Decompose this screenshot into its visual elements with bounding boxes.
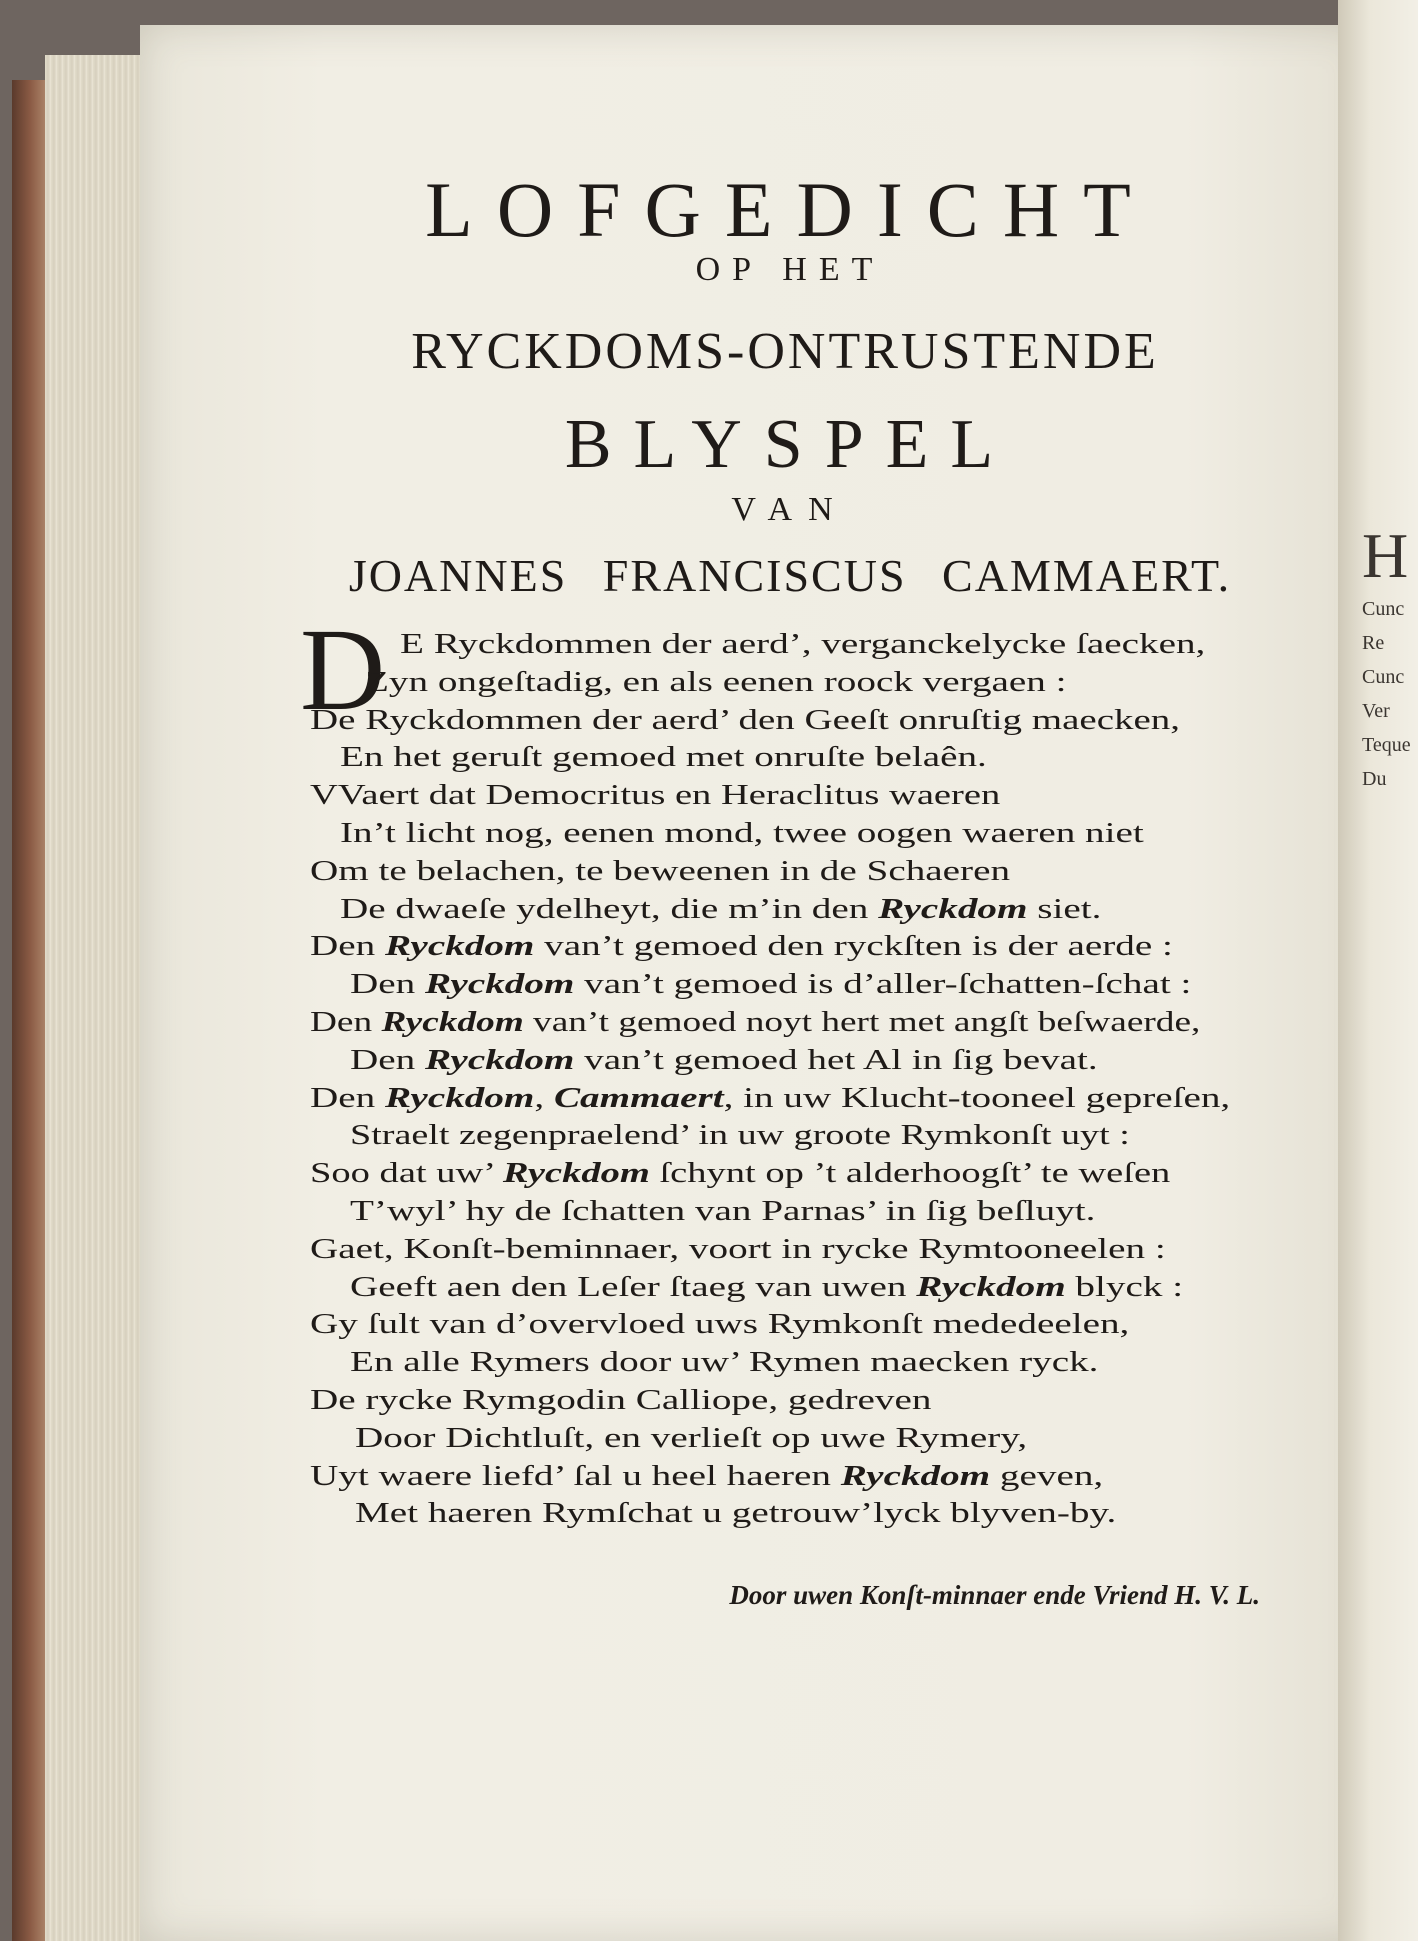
poem-text: En het geruſt gemoed met onruſte belaên. (340, 741, 987, 774)
right-page-text-fragment (1362, 520, 1418, 796)
poem-text: Zyn ongeſtadig, en als eenen roock vergaen : (365, 665, 1067, 698)
poem-text: Gaet, Konſt-beminnaer, voort in rycke Rymtooneelen : (310, 1232, 1166, 1265)
poem-line (350, 1269, 1183, 1306)
poem-text: ſchynt op ’t alderhoogſt’ te weſen (649, 1157, 1171, 1190)
poem-line (310, 1155, 1170, 1192)
poem-line (350, 1193, 1095, 1230)
poem-line (400, 626, 1205, 663)
poem-line (310, 928, 1173, 965)
poem-text: geven, (990, 1459, 1104, 1492)
poem-text: De Ryckdommen der aerd’ den Geeſt onruſtig maecken, (310, 703, 1181, 736)
poem-text: Den (310, 930, 386, 963)
poem-line (310, 1231, 1166, 1268)
poem-text: Soo dat uw’ (310, 1157, 503, 1190)
poem-text: siet. (1027, 892, 1102, 925)
poem-line (340, 739, 987, 776)
poem-text: VVaert dat Democritus en Heraclitus waeren (310, 779, 1001, 812)
poem-italic-word: Cammaert (553, 1081, 724, 1114)
poem-italic-word: Ryckdom (425, 968, 575, 1001)
poem-italic-word: Ryckdom (385, 930, 535, 963)
poem-text: Geeft aen den Leſer ſtaeg van uwen (350, 1270, 917, 1303)
poem-italic-word: Ryckdom (840, 1459, 991, 1492)
right-fragment-line: Teque (1362, 734, 1411, 756)
poem-text: Uyt waere liefd’ ſal u heel haeren (310, 1459, 841, 1492)
poem-line (310, 1382, 931, 1419)
poem-text: Den (350, 1043, 426, 1076)
subtitle-blyspel: BLYSPEL (564, 406, 1016, 483)
subtitle-van: VAN (731, 491, 849, 528)
poem-text: Om te belachen, te beweenen in de Schaeren (310, 854, 1011, 887)
poem-italic-word: Ryckdom (385, 1081, 535, 1114)
poem-text: , (534, 1081, 554, 1114)
poem-text: Den (350, 968, 426, 1001)
poem-dropcap: D (300, 604, 386, 735)
poem-title: LOFGEDICHT (425, 166, 1155, 253)
poem-text: blyck : (1065, 1270, 1184, 1303)
subtitle-op-het: OP HET (695, 251, 885, 288)
poem-line (365, 664, 1067, 701)
poem-text: van’t gemoed is d’aller-ſchatten-ſchat : (574, 968, 1192, 1001)
poem-line (310, 1306, 1129, 1343)
poem-line (310, 1080, 1230, 1117)
poem-text: En alle Rymers door uw’ Rymen maecken ryck. (350, 1346, 1099, 1379)
poem-line (350, 966, 1191, 1003)
poem-text: Gy ſult van d’overvloed uws Rymkonſt mededeelen, (310, 1308, 1130, 1341)
poem-line (310, 777, 1000, 814)
poem-text: van’t gemoed den ryckſten is der aerde : (534, 930, 1173, 963)
poem-text: van’t gemoed het Al in ſig bevat. (574, 1043, 1098, 1076)
poem-line (310, 853, 1010, 890)
right-fragment-line: Ver (1362, 700, 1390, 722)
poem-text: , in uw Klucht-tooneel gepreſen, (723, 1081, 1231, 1114)
poem-text: De dwaeſe ydelheyt, die m’in den (340, 892, 879, 925)
poem-line (355, 1495, 1116, 1532)
poem-text: Straelt zegenpraelend’ in uw groote Rymkonſt uyt : (350, 1119, 1130, 1152)
poem-text: Den (310, 1081, 386, 1114)
right-fragment-line: Cunc (1362, 598, 1405, 620)
poem-line (340, 891, 1101, 928)
author-name: JOANNES FRANCISCUS CAMMAERT. (348, 550, 1232, 601)
poem-line (350, 1042, 1098, 1079)
poem-italic-word: Ryckdom (878, 892, 1028, 925)
right-fragment-line: Re (1362, 632, 1385, 654)
poem-italic-word: Ryckdom (381, 1006, 524, 1038)
poem-line (350, 1117, 1130, 1154)
poem-line (340, 815, 1144, 852)
poem-text: De rycke Rymgodin Calliope, gedreven (310, 1384, 932, 1416)
poem-italic-word: Ryckdom (425, 1043, 575, 1076)
right-page (1338, 0, 1418, 1941)
poem-text: E Ryckdommen der aerd’, verganckelycke ſaecken, (400, 628, 1206, 660)
right-fragment-line: Du (1362, 768, 1387, 790)
poem-line (350, 1344, 1098, 1381)
poem-text: van’t gemoed noyt hert met angſt beſwaerde, (523, 1006, 1201, 1038)
page-stack-edge (45, 55, 155, 1941)
poem-line (355, 1420, 1027, 1457)
subtitle-ryckdoms: RYCKDOMS-ONTRUSTENDE (411, 323, 1159, 380)
poem-line (310, 1458, 1103, 1495)
poem-line (310, 702, 1180, 739)
poem-italic-word: Ryckdom (916, 1270, 1066, 1303)
signature: Door uwen Konſt-minnaer ende Vriend H. V. L. (729, 1580, 1260, 1610)
poem-text: Den (310, 1006, 382, 1038)
right-fragment-line: Cunc (1362, 666, 1405, 688)
poem-text: Door Dichtluſt, en verlieſt op uwe Rymery, (355, 1421, 1028, 1454)
poem-text: Met haeren Rymſchat u getrouw’lyck blyven-by. (355, 1497, 1117, 1530)
poem-line (310, 1004, 1200, 1041)
poem-text: T’wyl’ hy de ſchatten van Parnas’ in ſig beſluyt. (350, 1195, 1096, 1227)
poem-italic-word: Ryckdom (502, 1157, 650, 1190)
right-fragment-dropcap: H (1362, 520, 1409, 591)
poem-text: In’t licht nog, eenen mond, twee oogen waeren niet (340, 817, 1144, 849)
